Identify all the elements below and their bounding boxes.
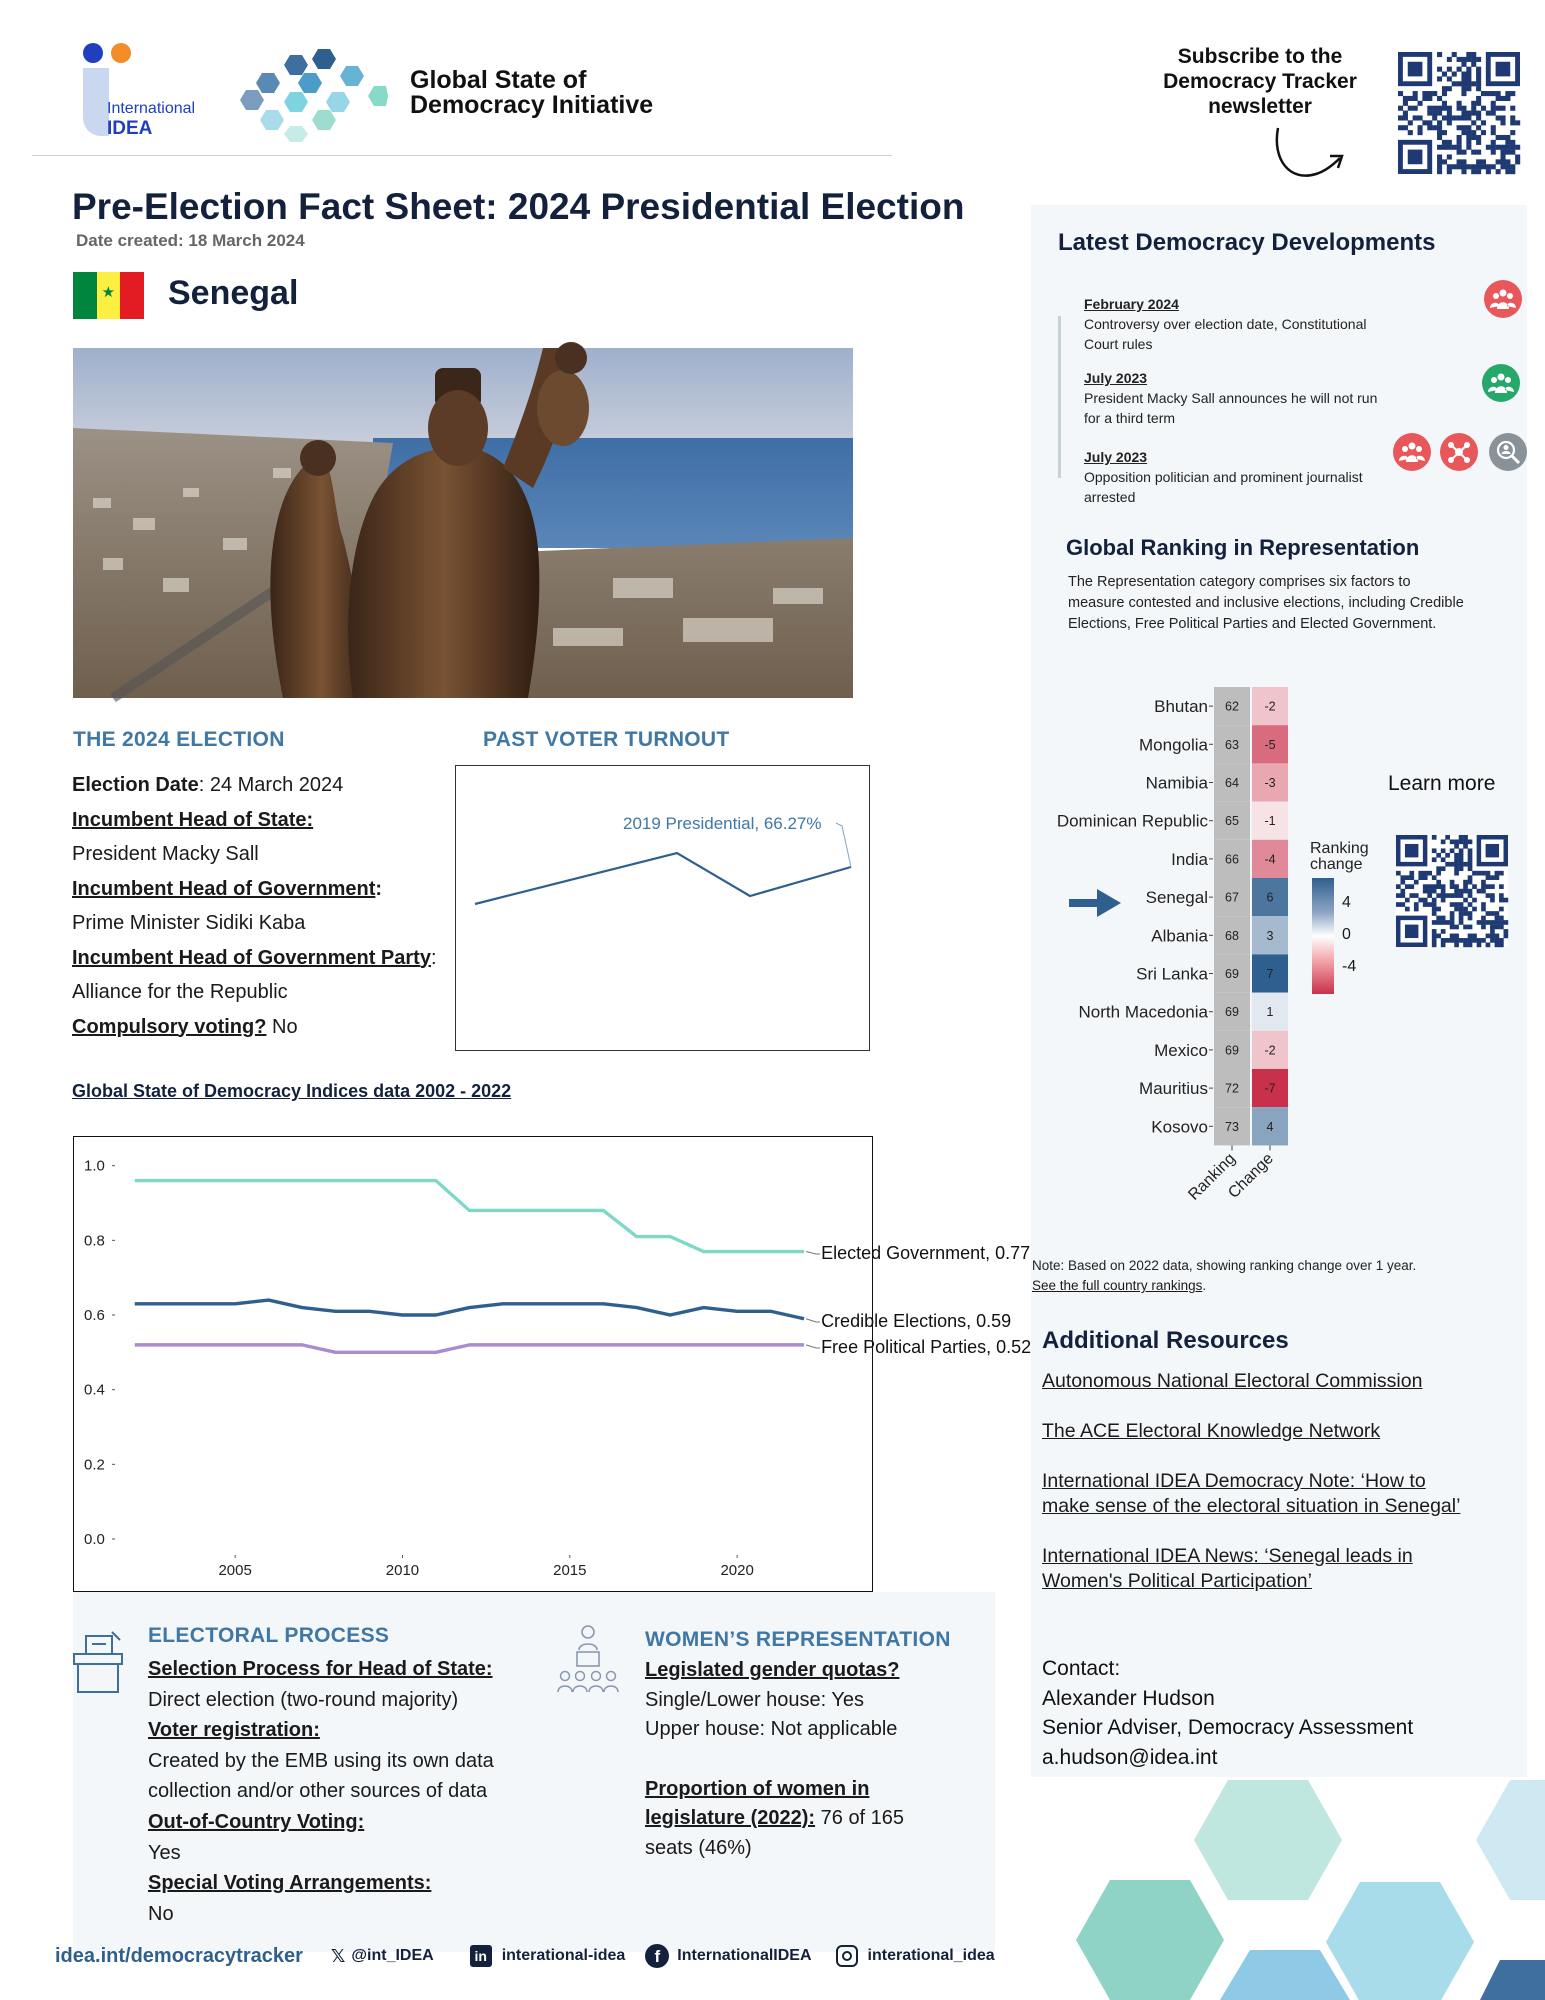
process-details [148, 1654, 548, 1929]
compulsory-voting-label: Compulsory voting? [72, 1015, 267, 1038]
heatmap-change-label: 1 [1266, 1005, 1274, 1020]
out-of-country-value: Yes [148, 1841, 181, 1864]
heatmap-country-label: India [1171, 849, 1208, 869]
heatmap-rank-label: 67 [1225, 890, 1239, 905]
ranking-note-text: Note: Based on 2022 data, showing ranking change over 1 year. [1032, 1258, 1417, 1273]
heatmap-country-label: Namibia [1145, 773, 1208, 793]
developments-timeline-line [1058, 316, 1061, 478]
ranking-note: Note: Based on 2022 data, showing ranking change over 1 year. See the full country rankings. [1032, 1258, 1417, 1293]
contact-role: Senior Adviser, Democracy Assessment [1042, 1716, 1414, 1739]
heatmap-country-label: Mongolia [1139, 735, 1208, 755]
heatmap-rank-label: 72 [1225, 1081, 1239, 1096]
y-tick-label: 0.8 [84, 1232, 105, 1250]
series-line [135, 1181, 804, 1252]
development-text: arrested [1084, 489, 1136, 505]
ranking-description [1068, 572, 1464, 635]
idea-logo-shape [83, 68, 109, 136]
lower-house-value: Single/Lower house: Yes [645, 1688, 865, 1711]
legend-tick-label: 4 [1342, 894, 1351, 911]
ranking-legend-colorbar [1312, 878, 1334, 994]
footer-bar [55, 1938, 1045, 1974]
learn-more-qr-code[interactable] [1396, 835, 1508, 947]
voter-registration-value-1: Created by the EMB using its own data [148, 1749, 494, 1772]
turnout-line [475, 853, 851, 904]
development-text: Court rules [1084, 336, 1153, 352]
heatmap-country-label: Albania [1151, 926, 1208, 946]
header-rule [32, 155, 892, 156]
footer-x-handle[interactable]: @int_IDEA [351, 1947, 434, 1964]
development-date: February 2024 [1084, 296, 1179, 312]
series-line [135, 1345, 804, 1352]
heatmap-rank-label: 62 [1225, 699, 1239, 714]
date-created: Date created: 18 March 2024 [76, 231, 305, 250]
resource-link-commission[interactable]: Autonomous National Electoral Commission [1042, 1370, 1423, 1392]
development-item[interactable] [1084, 294, 1366, 354]
turnout-heading: PAST VOTER TURNOUT [483, 728, 730, 751]
page-title: Pre-Election Fact Sheet: 2024 Presidential Election [72, 186, 965, 227]
heatmap-change-label: 4 [1266, 1119, 1274, 1134]
heatmap-change-label: -5 [1264, 737, 1276, 752]
heatmap-country-label: Dominican Republic [1056, 811, 1208, 831]
women-proportion-label-1: Proportion of women in [645, 1777, 870, 1800]
development-item[interactable] [1084, 447, 1363, 507]
heatmap-change-label: 6 [1266, 890, 1274, 905]
turnout-annotation: 2019 Presidential, 66.27% [623, 814, 822, 833]
x-tick-label: 2020 [720, 1562, 754, 1579]
people-group-icon [1482, 364, 1520, 402]
election-date-label: Election Date [72, 774, 199, 796]
development-item[interactable] [1084, 368, 1377, 428]
heatmap-change-label: 3 [1266, 928, 1274, 943]
ranking-desc-line-3: Elections, Free Political Parties and Elected Government. [1068, 616, 1437, 632]
contact-name: Alexander Hudson [1042, 1686, 1215, 1710]
full-rankings-link[interactable]: See the full country rankings [1032, 1278, 1203, 1293]
head-of-government-label: Incumbent Head of Government [72, 877, 376, 900]
heatmap-rank-label: 73 [1225, 1119, 1239, 1134]
people-group-icon [1484, 280, 1522, 318]
compulsory-voting-value: No [266, 1015, 298, 1038]
heatmap-change-label: -1 [1264, 814, 1276, 829]
resource-link-democracy-note[interactable]: International IDEA Democracy Note: ‘How to make sense of the electoral situation in Senegal’ [1042, 1470, 1461, 1517]
idea-logo-dot-blue [83, 43, 103, 63]
footer-instagram[interactable]: interational_idea [867, 1947, 995, 1964]
series-label: Elected Government, 0.77 [821, 1243, 1031, 1263]
x-tick-label: 2015 [553, 1562, 587, 1579]
heatmap-change-label: 7 [1266, 967, 1274, 981]
legend-tick-label: -4 [1342, 958, 1357, 975]
legend-tick-label: 0 [1342, 926, 1351, 943]
footer-facebook[interactable]: InternationalIDEA [677, 1947, 812, 1964]
election-date-value: : 24 March 2024 [198, 774, 344, 796]
heatmap-rank-label: 64 [1225, 776, 1239, 790]
curved-arrow-icon [1270, 124, 1350, 186]
heatmap-rank-label: 69 [1225, 967, 1239, 981]
government-party-label: Incumbent Head of Government Party [72, 946, 431, 969]
out-of-country-label: Out-of-Country Voting: [148, 1810, 365, 1833]
resources-heading: Additional Resources [1042, 1327, 1289, 1354]
election-date-row [72, 768, 462, 803]
ranking-desc-line-2: measure contested and inclusive elections, including Credible [1068, 595, 1464, 611]
development-date: July 2023 [1084, 370, 1148, 386]
linkedin-icon[interactable]: in [470, 1945, 492, 1967]
government-party-value: Alliance for the Republic [72, 981, 288, 1003]
instagram-icon[interactable] [836, 1945, 858, 1967]
turnout-chart [456, 766, 868, 1049]
idea-logo-text-2: IDEA [107, 118, 153, 139]
heatmap-country-label: North Macedonia [1078, 1002, 1208, 1022]
head-of-state-label: Incumbent Head of State: [72, 808, 314, 831]
ranking-legend-title [1310, 841, 1369, 873]
ranking-heading: Global Ranking in Representation [1066, 535, 1420, 560]
subscribe-text[interactable] [1140, 44, 1380, 119]
legend-title-line-2: change [1310, 856, 1363, 873]
footer-linkedin[interactable]: interational-idea [501, 1947, 626, 1964]
development-text: Opposition politician and prominent journalist [1084, 469, 1363, 485]
hero-photo [73, 348, 853, 698]
subscribe-line-1: Subscribe to the [1177, 45, 1343, 68]
development-date: July 2023 [1084, 449, 1148, 465]
heatmap-country-label: Senegal [1145, 888, 1208, 908]
development-text: for a third term [1084, 410, 1176, 426]
footer-website-link[interactable]: idea.int/democracytracker [55, 1944, 303, 1967]
heatmap-change-label: -4 [1264, 852, 1276, 867]
country-name: Senegal [168, 274, 299, 312]
head-of-state-value: President Macky Sall [72, 843, 259, 865]
indices-heading: Global State of Democracy Indices data 2002 - 2022 [72, 1081, 512, 1101]
y-tick-label: 0.4 [84, 1381, 105, 1399]
heatmap-rank-label: 66 [1225, 852, 1239, 867]
senegal-pointer-arrow-icon [1067, 887, 1123, 919]
voter-registration-label: Voter registration: [148, 1719, 320, 1742]
contact-label: Contact: [1042, 1657, 1121, 1680]
upper-house-value: Upper house: Not applicable [645, 1718, 898, 1740]
election-heading: THE 2024 ELECTION [73, 728, 285, 751]
selection-process-label: Selection Process for Head of State: [148, 1658, 493, 1680]
turnout-annotation-leader [836, 823, 851, 867]
series-label-leader [806, 1252, 820, 1254]
indices-line-chart [74, 1137, 1032, 1590]
series-line [135, 1300, 804, 1319]
subscribe-line-2: Democracy Tracker [1163, 70, 1357, 93]
contact-email[interactable]: a.hudson@idea.int [1042, 1745, 1218, 1769]
heatmap-change-label: -2 [1264, 1043, 1276, 1058]
heatmap-col-label-change: Change [1225, 1150, 1277, 1202]
women-proportion-label-2: legislature (2022): [645, 1807, 816, 1829]
x-logo-icon[interactable]: 𝕏 [330, 1945, 346, 1966]
x-tick-label: 2010 [385, 1562, 420, 1579]
subscribe-line-3: newsletter [1208, 95, 1312, 118]
heatmap-col-label-ranking: Ranking [1185, 1150, 1239, 1204]
head-of-government-value: Prime Minister Sidiki Kaba [72, 912, 306, 934]
heatmap-country-label: Sri Lanka [1136, 964, 1208, 984]
x-tick-label: 2005 [218, 1562, 252, 1579]
y-tick-label: 0.6 [84, 1307, 105, 1324]
heatmap-rank-label: 69 [1225, 1043, 1239, 1058]
heatmap-country-label: Bhutan [1154, 697, 1208, 717]
contact-block [1042, 1654, 1413, 1772]
resource-link-news[interactable]: International IDEA News: ‘Senegal leads in Women's Political Participation’ [1042, 1545, 1413, 1592]
heatmap-change-label: -7 [1264, 1081, 1276, 1096]
gsod-hex-logo [238, 46, 388, 142]
indices-chart-box [73, 1136, 1032, 1592]
newsletter-qr-code[interactable] [1398, 52, 1520, 174]
gender-quotas-label: Legislated gender quotas? [645, 1659, 900, 1681]
y-tick-label: 1.0 [84, 1157, 105, 1175]
turnout-chart-box [455, 765, 870, 1051]
decorative-hexagons [1060, 1780, 1545, 2000]
idea-logo-dot-orange [111, 43, 131, 63]
learn-more-label[interactable]: Learn more [1388, 772, 1496, 795]
process-heading: ELECTORAL PROCESS [148, 1624, 390, 1647]
special-voting-value: No [148, 1902, 174, 1925]
development-text: Controversy over election date, Constitutional [1084, 316, 1367, 332]
election-details: Election Date: 24 March 2024 Incumbent Head of State: President Macky Sall Incumbent Head of Government: Prime Minister Sidiki Kaba Incumbent Head of Government Party: Alliance for the Republic Compulsory voting? No [72, 768, 462, 1044]
development-text: President Macky Sall announces he will not run [1084, 390, 1378, 406]
heatmap-rank-label: 63 [1225, 737, 1239, 752]
ballot-box-icon [72, 1632, 124, 1694]
senegal-flag [73, 272, 144, 319]
y-tick-label: 0.0 [84, 1531, 105, 1548]
selection-process-value: Direct election (two-round majority) [148, 1688, 459, 1711]
ranking-desc-line-1: The Representation category comprises six factors to [1068, 574, 1411, 590]
flag-star-icon: ★ [101, 284, 116, 301]
voter-registration-value-2: collection and/or other sources of data [148, 1780, 488, 1803]
women-podium-icon [555, 1624, 621, 1696]
heatmap-rank-label: 65 [1225, 814, 1239, 829]
women-details [645, 1656, 985, 1863]
magnifier-person-icon [1489, 433, 1527, 471]
heatmap-country-label: Kosovo [1151, 1117, 1208, 1137]
women-proportion-value-1: 76 of 165 [815, 1807, 905, 1829]
women-proportion-value-2: seats (46%) [645, 1836, 752, 1859]
heatmap-change-label: -3 [1264, 776, 1276, 790]
women-heading: WOMEN’S REPRESENTATION [645, 1628, 951, 1651]
facebook-icon[interactable]: f [645, 1944, 669, 1968]
idea-logo-text-1: International [107, 100, 196, 117]
heatmap-rank-label: 68 [1225, 928, 1239, 943]
series-label-leader [806, 1345, 820, 1348]
heatmap-change-label: -2 [1264, 699, 1276, 714]
people-group-icon [1393, 433, 1431, 471]
special-voting-label: Special Voting Arrangements: [148, 1872, 432, 1895]
heatmap-rank-label: 69 [1225, 1005, 1239, 1020]
resource-link-ace[interactable]: The ACE Electoral Knowledge Network [1042, 1420, 1381, 1442]
legend-title-line-1: Ranking [1310, 840, 1369, 857]
y-tick-label: 0.2 [84, 1456, 105, 1474]
developments-heading: Latest Democracy Developments [1058, 229, 1436, 256]
heatmap-country-label: Mauritius [1139, 1079, 1208, 1099]
gsod-title-2: Democracy Initiative [410, 91, 654, 119]
series-label: Free Political Parties, 0.52 [821, 1337, 1032, 1357]
heatmap-country-label: Mexico [1154, 1040, 1208, 1060]
series-label: Credible Elections, 0.59 [821, 1311, 1012, 1331]
series-label-leader [806, 1319, 820, 1322]
gsod-title-1: Global State of [410, 66, 587, 94]
network-nodes-icon [1440, 433, 1478, 471]
idea-logo [80, 40, 210, 140]
resources-list [1042, 1369, 1460, 1594]
